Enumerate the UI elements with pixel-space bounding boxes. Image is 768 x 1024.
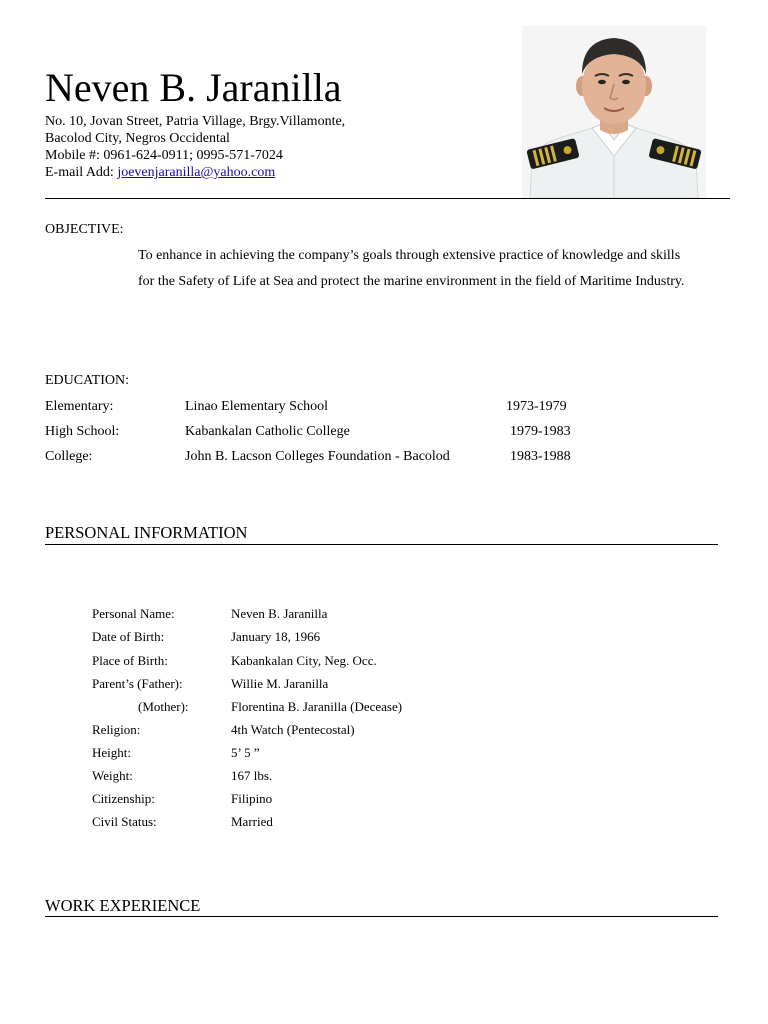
objective-text: To enhance in achieving the company’s goals through extensive practice of knowledge and skills for the Safety of Life at Sea and protect the marine environment in the field of Maritime Industry. <box>138 248 685 289</box>
contact-block <box>45 113 345 181</box>
mobile-numbers: Mobile #: 0961-624-0911; 0995-571-7024 <box>45 148 283 163</box>
email-link[interactable]: joevenjaranilla@yahoo.com <box>117 165 276 180</box>
education-label: EDUCATION: <box>45 373 129 388</box>
education-years: 1973-1979 <box>506 399 567 414</box>
personal-info-label: Citizenship: <box>92 791 155 806</box>
personal-info-label: Date of Birth: <box>92 629 165 644</box>
personal-info-label: Weight: <box>92 768 133 783</box>
email-row <box>45 164 345 181</box>
education-level: Elementary: <box>45 399 114 414</box>
personal-information-divider <box>45 544 718 545</box>
email-label: E-mail Add: <box>45 165 118 180</box>
personal-info-value: 167 lbs. <box>231 768 273 783</box>
personal-info-value: 4th Watch (Pentecostal) <box>231 722 355 737</box>
personal-information-heading: PERSONAL INFORMATION <box>45 523 248 542</box>
education-school: Linao Elementary School <box>185 399 329 414</box>
address-line-1: No. 10, Jovan Street, Patria Village, Brgy.Villamonte, <box>45 114 346 129</box>
work-experience-divider <box>45 916 718 917</box>
personal-info-label: Religion: <box>92 722 141 737</box>
objective-label: OBJECTIVE: <box>45 222 124 237</box>
personal-info-value: January 18, 1966 <box>231 629 321 644</box>
personal-info-label: Height: <box>92 745 131 760</box>
education-level: College: <box>45 449 93 464</box>
education-school: John B. Lacson Colleges Foundation - Bacolod <box>185 449 450 464</box>
personal-info-label: (Mother): <box>138 699 189 714</box>
personal-info-label: Place of Birth: <box>92 653 168 668</box>
personal-info-value: Willie M. Jaranilla <box>231 676 329 691</box>
header-divider <box>45 198 730 199</box>
profile-photo <box>522 26 706 198</box>
personal-info-value: 5’ 5 ” <box>231 745 260 760</box>
applicant-name: Neven B. Jaranilla <box>45 65 342 110</box>
education-years: 1983-1988 <box>510 449 571 464</box>
personal-info-label: Parent’s (Father): <box>92 676 183 691</box>
personal-info-label: Civil Status: <box>92 814 157 829</box>
work-experience-heading: WORK EXPERIENCE <box>45 896 201 915</box>
personal-info-value: Florentina B. Jaranilla (Decease) <box>231 699 403 714</box>
personal-info-value: Married <box>231 814 273 829</box>
education-years: 1979-1983 <box>510 424 571 439</box>
education-school: Kabankalan Catholic College <box>185 424 350 439</box>
personal-info-value: Filipino <box>231 791 273 806</box>
personal-info-value: Neven B. Jaranilla <box>231 606 328 621</box>
address-line-2: Bacolod City, Negros Occidental <box>45 131 230 146</box>
personal-info-value: Kabankalan City, Neg. Occ. <box>231 653 377 668</box>
education-level: High School: <box>45 424 120 439</box>
personal-info-label: Personal Name: <box>92 606 175 621</box>
